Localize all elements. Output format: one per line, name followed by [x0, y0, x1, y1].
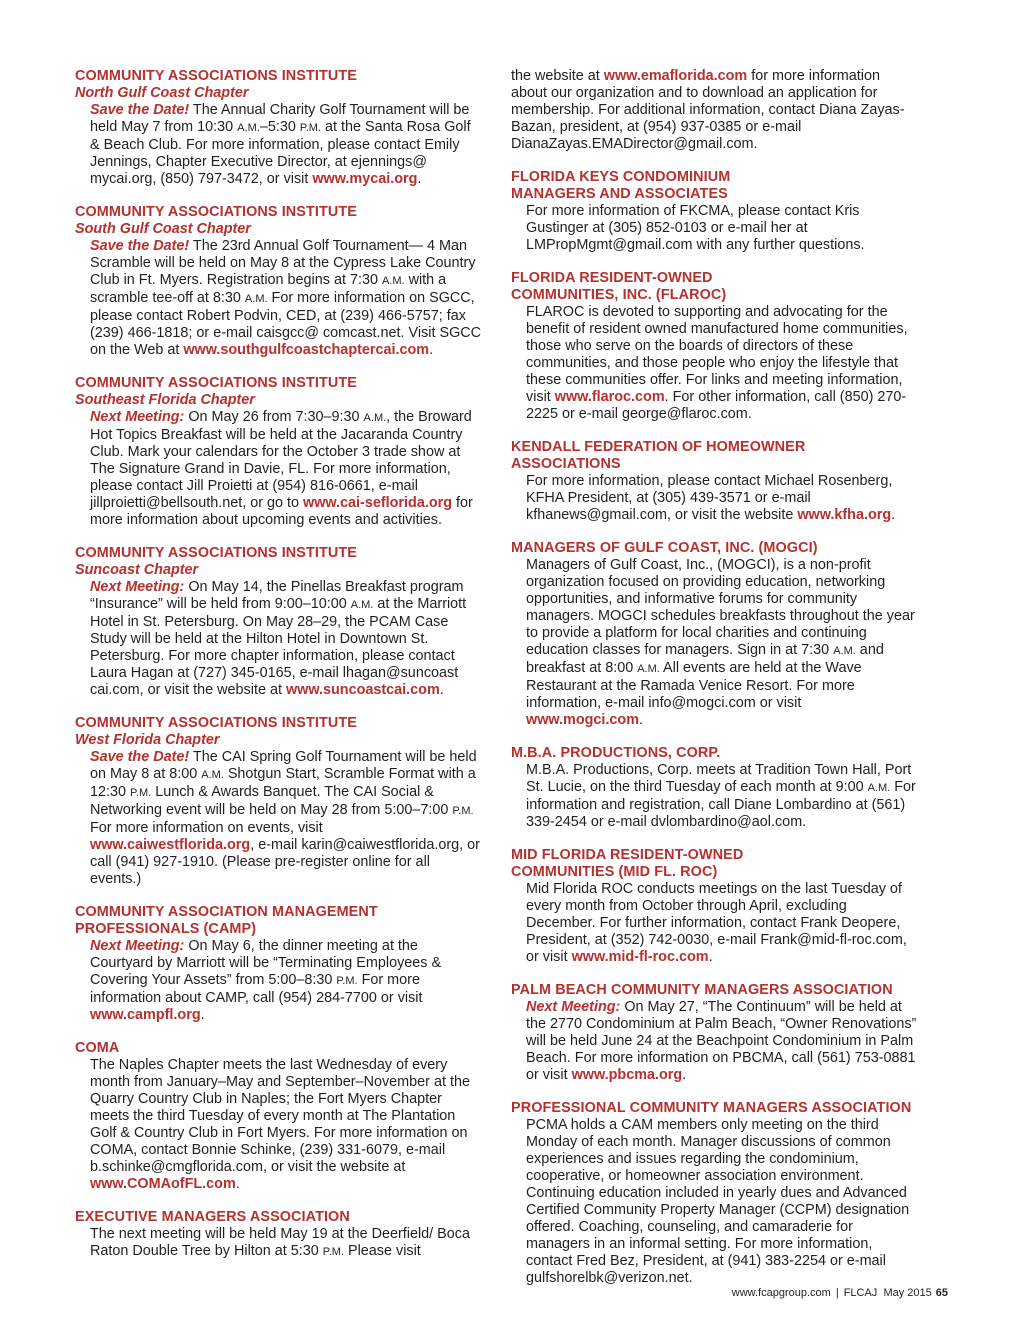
- website-link[interactable]: www.mid-fl-roc.com: [571, 949, 709, 965]
- body-text: for more information about upcoming events and activities.: [90, 495, 473, 528]
- website-link[interactable]: www.pbcma.org: [571, 1067, 683, 1083]
- org-heading: COMMUNITY ASSOCIATIONS INSTITUTE: [75, 204, 357, 220]
- body-text: .: [682, 1067, 687, 1083]
- org-heading: COMMUNITY ASSOCIATIONS INSTITUTE: [75, 68, 357, 84]
- lead-label: Next Meeting:: [90, 579, 185, 595]
- lead-label: Next Meeting:: [90, 938, 185, 954]
- time-suffix: A.M.: [833, 645, 856, 657]
- listing-cai-suncoast: [75, 545, 482, 699]
- footer-magazine: FLCAJ: [843, 1287, 878, 1299]
- body-text: for more information about our organization and to download an application for membership. For additional information, contact Diana Zayas-Bazan, president, at (954) 937-0385 or e-mail DianaZayas.EMADirector@gmail.com.: [511, 68, 905, 152]
- time-suffix: A.M.: [201, 769, 224, 781]
- listing-body: For more information of FKCMA, please contact Kris Gustinger at (305) 852-0103 or e-mail her at LMPropMgmt@gmail.com with any further questions.: [526, 203, 865, 253]
- chapter-name: Southeast Florida Chapter: [75, 392, 255, 408]
- body-text: .: [708, 949, 713, 965]
- footer-site[interactable]: www.fcapgroup.com: [731, 1287, 831, 1299]
- listing-mid-fl-roc: [511, 847, 918, 966]
- lead-label: Save the Date!: [90, 102, 190, 118]
- body-text: .: [891, 507, 896, 523]
- website-link[interactable]: www.emaflorida.com: [603, 68, 748, 84]
- website-link[interactable]: www.southgulfcoastchaptercai.com: [183, 342, 430, 358]
- website-link[interactable]: www.cai-seflorida.org: [303, 495, 453, 511]
- body-text: .: [235, 1176, 240, 1192]
- right-column: [511, 68, 918, 1303]
- time-suffix: P.M.: [299, 122, 322, 134]
- body-text: .: [639, 712, 644, 728]
- body-text: For more information, please contact Michael Rosenberg, KFHA President, at (305) 439-3571 or e-mail kfhanews@gmail.com, or visit the website: [526, 473, 893, 523]
- body-text: All events are held at the Wave Restaurant at the Ramada Venice Resort. For more information, e-mail info@mogci.com or visit: [526, 660, 862, 711]
- body-text: On May 27, “The Continuum” will be held at the 2770 Condominium at Palm Beach, “Owner Renovations” will be held June 24 at the Beachpoint Condominium in Palm Beach. For more information on PBCMA, call (561) 753-0881 or visit: [526, 999, 917, 1083]
- website-link[interactable]: www.mogci.com: [526, 712, 640, 728]
- lead-label: Save the Date!: [90, 238, 190, 254]
- listing-kfha: [511, 439, 918, 524]
- org-heading: COMMUNITY ASSOCIATIONS INSTITUTE: [75, 715, 357, 731]
- listing-pcma: [511, 1100, 918, 1287]
- body-text: The CAI Spring Golf Tournament will be held on May 8 at 8:00: [90, 749, 477, 782]
- footer-issue: May 2015: [883, 1287, 932, 1299]
- body-text: .: [417, 171, 422, 187]
- body-text: On May 14, the Pinellas Breakfast program “Insurance” will be held from 9:00–10:00: [90, 579, 464, 612]
- listing-mba-productions: [511, 745, 918, 831]
- chapter-name: South Gulf Coast Chapter: [75, 221, 251, 237]
- lead-label: Next Meeting:: [526, 999, 621, 1015]
- listing-body: [511, 881, 918, 966]
- listing-body: [75, 409, 482, 529]
- body-text: .: [429, 342, 434, 358]
- body-text: On May 26 from 7:30–9:30: [184, 409, 364, 425]
- time-suffix: A.M.: [637, 663, 660, 675]
- listing-body: [75, 238, 482, 359]
- body-text: Managers of Gulf Coast, Inc., (MOGCI), is a non-profit organization focused on providing education, networking opportunities, and informative forums for community managers. MOGCI schedules breakfasts throughout the year to provide a platform for local charities and continuing education classes for managers. Sign in at 7:30: [526, 557, 915, 658]
- listing-body: [511, 473, 918, 524]
- body-text: On May 6, the dinner meeting at the Courtyard by Marriott will be “Terminating Employees & Covering Your Assets” from 5:00–8:30: [90, 938, 442, 988]
- listing-body: [511, 999, 918, 1084]
- body-text: Lunch & Awards Banquet. The CAI Social & Networking event will be held on May 28 from 5:00–7:00: [90, 784, 453, 818]
- listing-fkcma: [511, 169, 918, 254]
- body-text: Please visit: [344, 1243, 421, 1259]
- body-text: For more information about CAMP, call (954) 284-7700 or visit: [90, 972, 423, 1006]
- listing-body: [75, 938, 482, 1024]
- listing-pbcma: [511, 982, 918, 1084]
- time-suffix: A.M.: [381, 275, 405, 287]
- time-suffix: A.M.: [244, 293, 268, 305]
- body-text: For information and registration, call Diane Lombardino at (561) 339-2454 or e-mail dvlombardino@aol.com.: [526, 779, 916, 830]
- body-text: The Annual Charity Golf Tournament will be held May 7 from 10:30: [90, 102, 470, 135]
- listing-body: [75, 102, 482, 188]
- listing-body: [75, 579, 482, 699]
- time-suffix: A.M.: [350, 599, 374, 611]
- time-suffix: P.M.: [322, 1246, 344, 1258]
- listing-coma: [75, 1040, 482, 1193]
- org-heading: MID FLORIDA RESIDENT-OWNED COMMUNITIES (MID FL. ROC): [511, 847, 744, 880]
- footer-separator: |: [835, 1287, 839, 1299]
- left-column: [75, 68, 482, 1277]
- listing-body: [511, 304, 918, 423]
- listing-cai-west-florida: [75, 715, 482, 888]
- website-link[interactable]: www.campfl.org: [90, 1007, 201, 1023]
- body-text: .: [200, 1007, 205, 1023]
- org-heading: COMA: [75, 1040, 120, 1056]
- body-text: with a scramble tee-off at 8:30: [90, 272, 447, 306]
- website-link[interactable]: www.suncoastcai.com: [285, 682, 440, 698]
- listing-body: [511, 762, 918, 831]
- listing-body: PCMA holds a CAM members only meeting on the third Monday of each month. Manager discussions of common experiences and issues regarding the condominium, cooperative, or homeowner association environment. Continuing education included in yearly dues and Advanced Certified Community Property Manager (CCPM) designation offered. Coaching, counseling, and camaraderie for managers in an informal setting. For more information, contact Fred Bez, President, at (941) 383-2254 or e-mail gulfshorelbk@verizon.net.: [526, 1117, 910, 1286]
- body-text: For more information on SGCC, please contact Robert Podvin, CED, at (239) 466-5757; fax (239) 466-1818; or e-mail caisgcc@ comcast.net. Visit SGCC on the Web at: [90, 290, 482, 358]
- body-text: –5:30: [259, 119, 300, 135]
- body-text: Shotgun Start, Scramble Format with a 12:30: [90, 766, 476, 800]
- chapter-name: Suncoast Chapter: [75, 562, 199, 578]
- chapter-name: West Florida Chapter: [75, 732, 220, 748]
- time-suffix: P.M.: [130, 787, 152, 799]
- lead-label: Save the Date!: [90, 749, 190, 765]
- chapter-name: North Gulf Coast Chapter: [75, 85, 249, 101]
- time-suffix: A.M.: [237, 122, 260, 134]
- website-link[interactable]: www.COMAofFL.com: [90, 1176, 236, 1192]
- time-suffix: P.M.: [336, 975, 358, 987]
- org-heading: M.B.A. PRODUCTIONS, CORP.: [511, 745, 721, 761]
- org-heading: FLORIDA KEYS CONDOMINIUM MANAGERS AND ASSOCIATES: [511, 169, 731, 202]
- body-text: M.B.A. Productions, Corp. meets at Tradition Town Hall, Port St. Lucie, on the third Tuesday of each month at 9:00: [526, 762, 912, 795]
- body-text: .: [439, 682, 444, 698]
- time-suffix: A.M.: [363, 412, 387, 424]
- body-text: FLAROC is devoted to supporting and advocating for the benefit of resident owned manufactured home communities, those who serve on the boards of directors of these communities, and those people who enjoy the lifestyle that these communities offer. For links and meeting information, visit: [526, 304, 908, 405]
- body-text: The Naples Chapter meets the last Wednesday of every month from January–May and September–November at the Quarry Country Club in Naples; the Fort Myers Chapter meets the third Tuesday of every month at The Plantation Golf & Country Club in Fort Myers. For more information on COMA, contact Bonnie Schinke, (239) 331-6079, e-mail b.schinke@cmgflorida.com, or visit the website at: [90, 1057, 470, 1175]
- lead-label: Next Meeting:: [90, 409, 185, 425]
- listing-ema: [75, 1209, 482, 1261]
- listing-body: [511, 68, 918, 153]
- body-text: For more information on events, visit: [90, 820, 323, 836]
- time-suffix: A.M.: [867, 782, 891, 794]
- website-link[interactable]: www.mycai.org: [312, 171, 418, 187]
- body-text: the website at: [511, 68, 604, 84]
- org-heading: COMMUNITY ASSOCIATIONS INSTITUTE: [75, 375, 357, 391]
- body-text: Mid Florida ROC conducts meetings on the last Tuesday of every month from October through April, excluding December. For further information, contact Frank Deopere, President, at (352) 742-0030, e-mail Frank@mid-fl-roc.com, or visit: [526, 881, 907, 965]
- body-text: at the Marriott Hotel in St. Petersburg. On May 28–29, the PCAM Case Study will be held at the Hilton Hotel in Downtown St. Petersburg. For more chapter information, please contact Laura Hagan at (727) 345-0165, e-mail lhagan@suncoast cai.com, or visit the website at: [90, 596, 467, 698]
- page-footer: [732, 1287, 948, 1299]
- page-number: 65: [935, 1287, 948, 1299]
- body-text: , e-mail karin@caiwestflorida.org, or call (941) 927-1910. (Please pre-register online for all events.): [90, 837, 480, 887]
- listing-cai-south-gulf-coast: [75, 204, 482, 359]
- listing-body: [75, 749, 482, 888]
- listing-cai-southeast-florida: [75, 375, 482, 529]
- listing-body: [511, 557, 918, 729]
- listing-cai-north-gulf-coast: [75, 68, 482, 188]
- org-heading: COMMUNITY ASSOCIATIONS INSTITUTE: [75, 545, 357, 561]
- website-link[interactable]: www.caiwestflorida.org: [90, 837, 251, 853]
- website-link[interactable]: www.flaroc.com: [554, 389, 665, 405]
- org-heading: PALM BEACH COMMUNITY MANAGERS ASSOCIATION: [511, 982, 893, 998]
- website-link[interactable]: www.kfha.org: [797, 507, 892, 523]
- body-text: The next meeting will be held May 19 at the Deerfield/ Boca Raton Double Tree by Hilton at 5:30: [90, 1226, 470, 1259]
- org-heading: FLORIDA RESIDENT-OWNED COMMUNITIES, INC. (FLAROC): [511, 270, 727, 303]
- listing-body: [75, 1057, 482, 1193]
- listing-body: [75, 1226, 482, 1261]
- org-heading: COMMUNITY ASSOCIATION MANAGEMENT PROFESSIONALS (CAMP): [75, 904, 378, 937]
- listing-flaroc: [511, 270, 918, 423]
- body-text: at the Santa Rosa Golf & Beach Club. For more information, please contact Emily Jennings, Chapter Executive Director, at ejennings@ mycai.org, (850) 797-3472, or visit: [90, 119, 471, 187]
- org-heading: EXECUTIVE MANAGERS ASSOCIATION: [75, 1209, 350, 1225]
- body-text: and breakfast at 8:00: [526, 642, 884, 676]
- listing-ema-continued: [511, 68, 918, 153]
- listing-mogci: [511, 540, 918, 729]
- body-text: . For other information, call (850) 270-2225 or e-mail george@flaroc.com.: [526, 389, 907, 422]
- org-heading: PROFESSIONAL COMMUNITY MANAGERS ASSOCIATION: [511, 1100, 912, 1116]
- org-heading: KENDALL FEDERATION OF HOMEOWNER ASSOCIATIONS: [511, 439, 806, 472]
- body-text: , the Broward Hot Topics Breakfast will be held at the Jacaranda Country Club. Mark your calendars for the October 3 trade show at The Signature Grand in Davie, FL. For more information, please contact Jill Proietti at (954) 816-0661, e-mail jillproietti@bellsouth.net, or go to: [90, 409, 472, 511]
- org-heading: MANAGERS OF GULF COAST, INC. (MOGCI): [511, 540, 818, 556]
- time-suffix: P.M.: [452, 805, 474, 817]
- listing-camp: [75, 904, 482, 1024]
- body-text: The 23rd Annual Golf Tournament— 4 Man Scramble will be held on May 8 at the Cypress Lake Country Club in Ft. Myers. Registration begins at 7:30: [90, 238, 476, 288]
